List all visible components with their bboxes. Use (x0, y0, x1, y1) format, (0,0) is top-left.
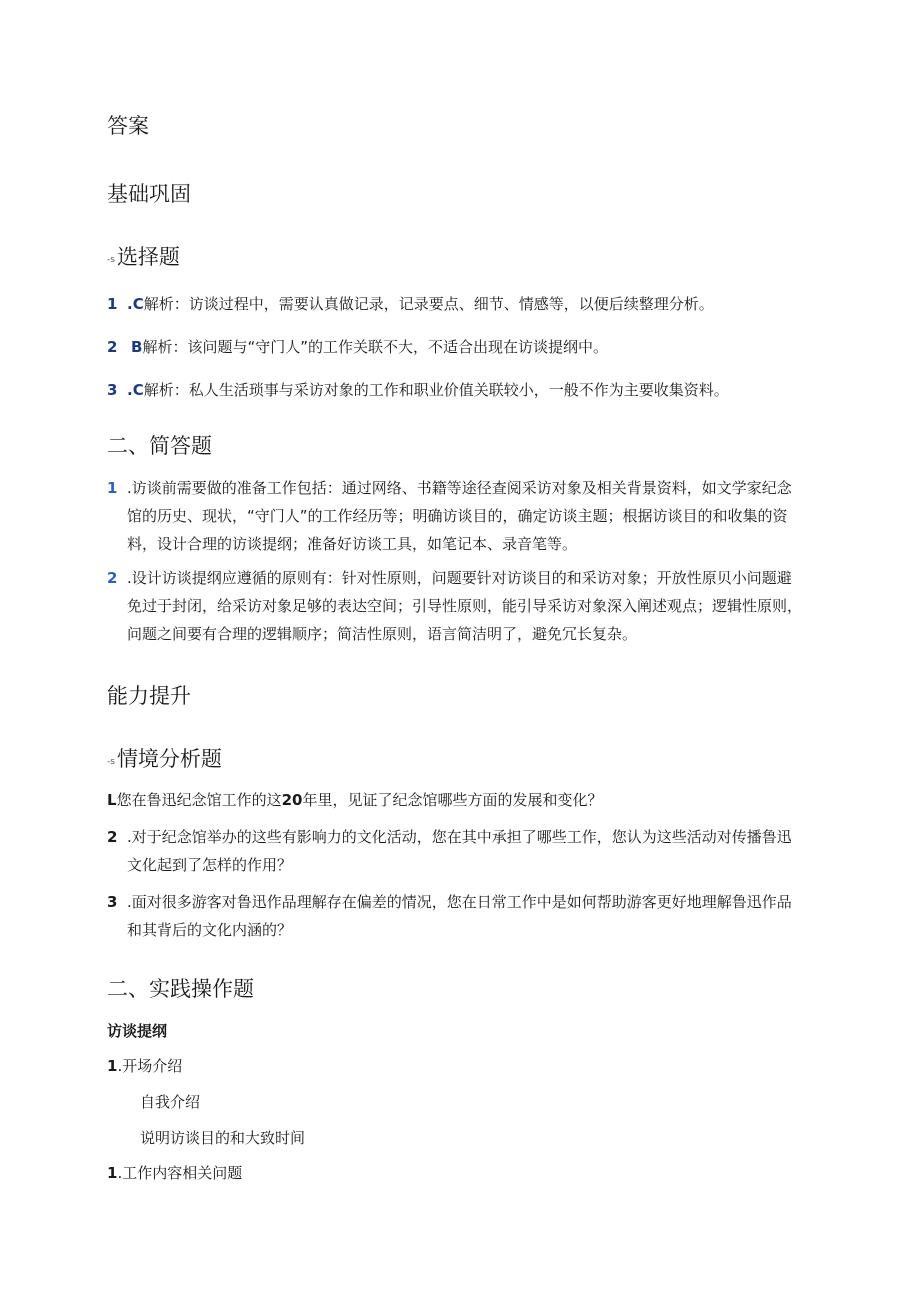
answer-letter: B (131, 338, 143, 356)
item-number: 2 (107, 338, 118, 356)
question-text: 年里，见证了纪念馆哪些方面的发展和变化？ (302, 791, 603, 809)
section-basic-title: 基础巩固 (107, 182, 191, 206)
item-text: 解析：该问题与“守门人”的工作关联不大，不适合出现在访谈提纲中。 (142, 338, 608, 356)
answer-letter: .C (127, 381, 144, 399)
answer-letter: .C (127, 295, 144, 313)
situation-question-1 (107, 788, 602, 812)
part-number: 1 (107, 1057, 118, 1075)
item-text: .对于纪念馆举办的这些有影响力的文化活动，您在其中承担了哪些工作，您认为这些活动对传播鲁迅文化起到了怎样的作用？ (127, 828, 792, 874)
part-label: .开场介绍 (117, 1057, 183, 1075)
item-text: 解析：访谈过程中，需要认真做记录，记录要点、细节、情感等，以便后续整理分析。 (143, 295, 714, 313)
choice-item-3 (107, 376, 802, 404)
outline-part-2 (107, 1161, 242, 1185)
situation-heading (107, 745, 222, 776)
item-number: 2 (107, 828, 118, 846)
choice-heading (107, 243, 180, 274)
part-number: 1 (107, 1164, 118, 1182)
short-answer-heading: 二、简答题 (107, 434, 212, 458)
outline-title: 访谈提纲 (107, 1022, 168, 1040)
answer-title: 答案 (107, 114, 149, 138)
situation-question-3 (107, 888, 802, 944)
item-number: 3 (107, 381, 118, 399)
situation-question-2 (107, 823, 802, 879)
short-item-1 (107, 474, 802, 558)
heading-prefix: -s (107, 255, 115, 265)
years-number: 20 (281, 791, 303, 809)
choice-item-1 (107, 290, 802, 318)
item-text: .访谈前需要做的准备工作包括：通过网络、书籍等途径查阅采访对象及相关背景资料，如文学家纪念馆的历史、现状，“守门人”的工作经历等；明确访谈目的，确定访谈主题；根据访谈目的和收集的资料，设计合理的访谈提纲；准备好访谈工具，如笔记本、录音笔等。 (127, 479, 792, 553)
part-label: .工作内容相关问题 (117, 1164, 243, 1182)
item-text: .设计访谈提纲应遵循的原则有：针对性原则，问题要针对访谈目的和采访对象；开放性原贝小问题避免过于封闭，给采访对象足够的表达空间；引导性原则，能引导采访对象深入阐述观点；逻辑性原则，问题之间要有合理的逻辑顺序；简洁性原则，语言简洁明了，避免冗长复杂。 (127, 569, 803, 643)
item-number: 3 (107, 893, 118, 911)
item-number: 2 (107, 569, 118, 587)
choice-item-2 (107, 333, 802, 361)
item-text: 解析：私人生活琐事与采访对象的工作和职业价值关联较小，一般不作为主要收集资料。 (143, 381, 729, 399)
outline-sub-item: 说明访谈目的和大致时间 (140, 1129, 306, 1147)
practice-heading: 二、实践操作题 (107, 977, 254, 1001)
situation-heading-text: 情境分析题 (116, 747, 222, 771)
question-marker: L (107, 791, 117, 809)
item-text: .面对很多游客对鲁迅作品理解存在偏差的情况，您在日常工作中是如何帮助游客更好地理解鲁迅作品和其背后的文化内涵的？ (127, 893, 792, 939)
question-text: 您在鲁迅纪念馆工作的这 (116, 791, 282, 809)
section-ability-title: 能力提升 (107, 684, 191, 708)
heading-prefix: -s (107, 757, 115, 767)
choice-heading-text: 选择题 (116, 245, 180, 269)
outline-part-1 (107, 1054, 182, 1078)
item-number: 1 (107, 479, 118, 497)
outline-sub-item: 自我介绍 (140, 1093, 201, 1111)
item-number: 1 (107, 295, 118, 313)
short-item-2 (107, 564, 802, 648)
